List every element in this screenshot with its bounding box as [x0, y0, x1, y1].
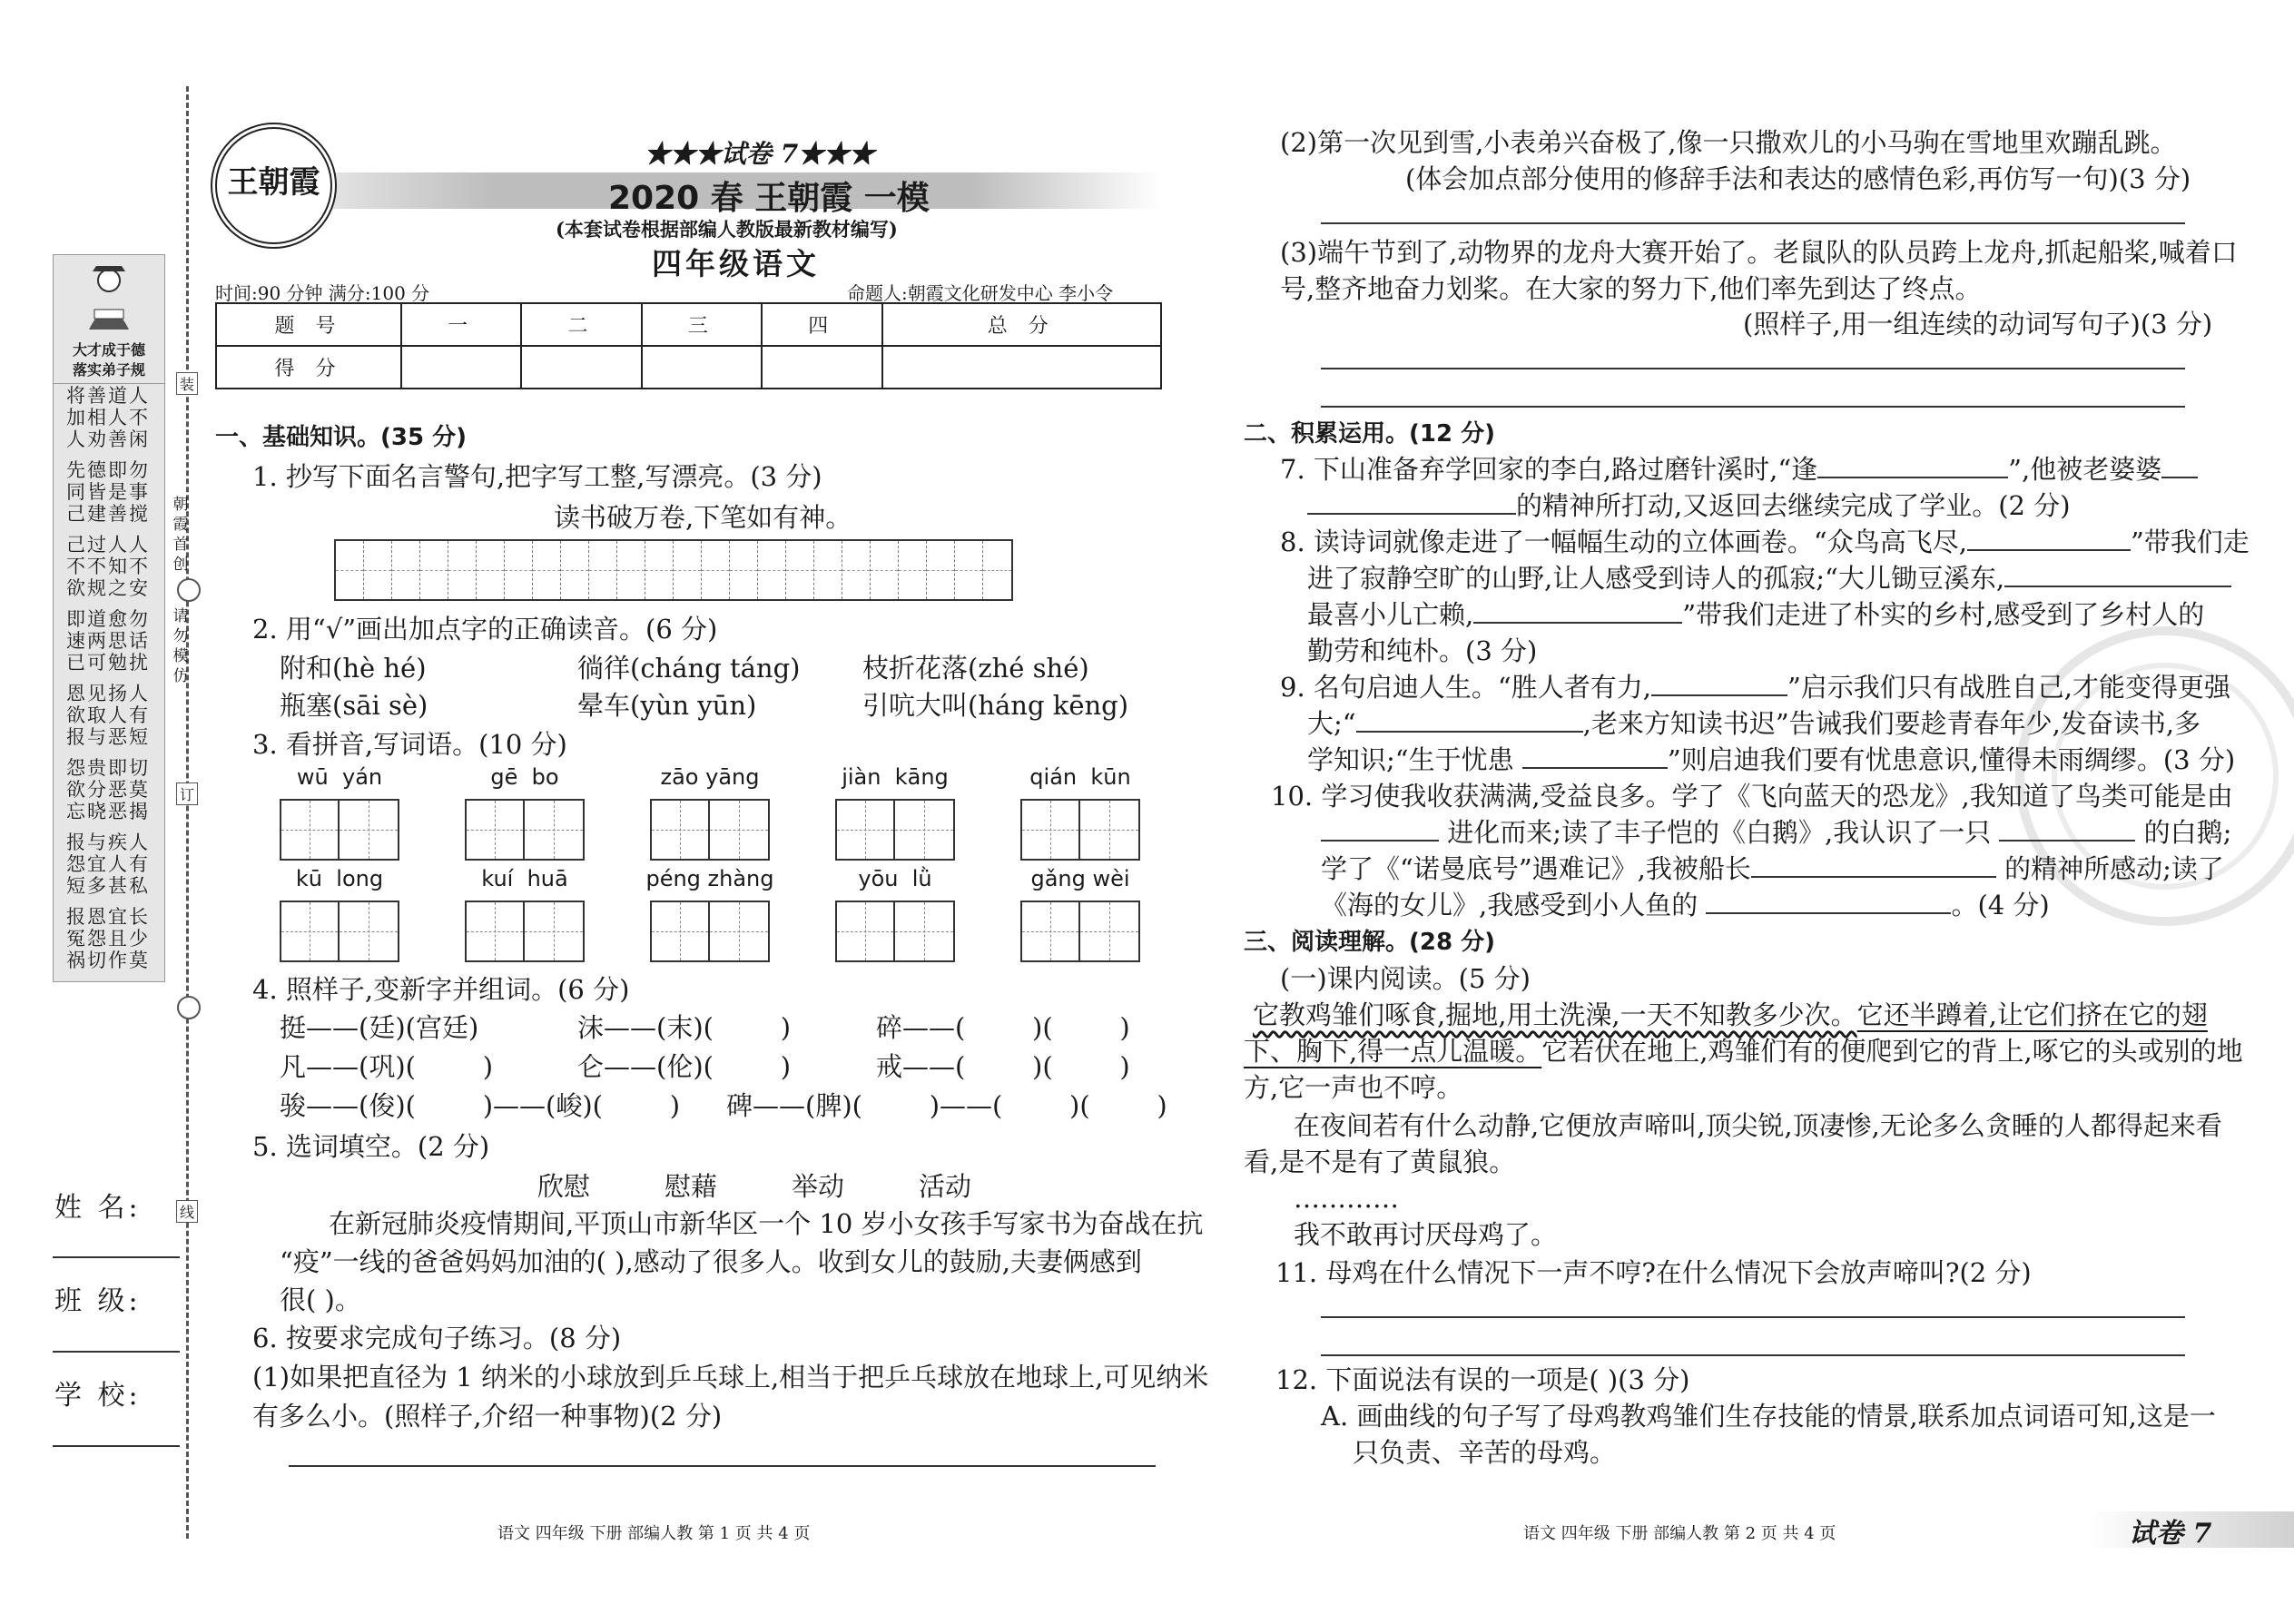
q3-answer-grid[interactable]	[1020, 901, 1140, 962]
q3-pinyin: péng zhàng	[645, 866, 774, 891]
q7-line	[1307, 487, 2071, 524]
class-label: 班 级:	[54, 1285, 142, 1317]
exam-title: 2020 春 王朝霞 一模	[608, 180, 930, 217]
score-row-label: 得 分	[216, 346, 401, 389]
q8-text: ”带我们走进了朴实的乡村,感受到了乡村人的	[1682, 599, 2205, 630]
q1-quote: 读书破万卷,下笔如有神。	[554, 502, 852, 533]
grid-cell[interactable]	[758, 541, 786, 599]
score-col-header: 一	[401, 303, 521, 346]
q1-prompt: 1. 抄写下面名言警句,把字写工整,写漂亮。(3 分)	[252, 461, 822, 492]
grid-cell[interactable]	[448, 541, 477, 599]
grid-cell[interactable]	[364, 541, 392, 599]
q3-prompt: 3. 看拼音,写词语。(10 分)	[252, 729, 567, 760]
fold-hole	[177, 578, 201, 602]
q6-1-text: (1)如果把直径为 1 纳米的小球放到乒乓球上,相当于把乒乓球放在地球上,可见纳米	[252, 1362, 1209, 1393]
q8-text: 8. 读诗词就像走进了一幅幅生动的立体画卷。“众鸟高飞尽,	[1280, 527, 1967, 557]
sidebar-verse-line: 欲分恶莫	[66, 779, 150, 801]
score-row-label: 题 号	[216, 303, 401, 346]
sidebar-verse-line: 欲规之安	[66, 577, 150, 599]
q7-blank[interactable]	[1817, 477, 2008, 478]
grid-cell[interactable]	[955, 541, 983, 599]
grid-cell[interactable]	[645, 541, 674, 599]
school-label: 学 校:	[54, 1380, 142, 1412]
q2-item[interactable]: 徜徉(cháng táng)	[577, 653, 801, 684]
section-1-heading: 一、基础知识。(35 分)	[215, 424, 467, 451]
q6-3-text: (3)端午节到了,动物界的龙舟大赛开始了。老鼠队的队员跨上龙舟,抓起船桨,喊着口	[1280, 237, 2238, 268]
grid-cell[interactable]	[842, 541, 871, 599]
passage-text: 它若伏在地上,鸡雏们有的便爬到它的背上,啄它的头或别的地	[1541, 1036, 2243, 1067]
grid-cell[interactable]	[899, 541, 927, 599]
q3-pinyin: qián kūn	[1029, 764, 1131, 790]
grid-cell[interactable]	[477, 541, 505, 599]
sidebar-verse-line: 报恩宜长	[66, 906, 150, 928]
answer-line[interactable]	[1321, 368, 2185, 369]
q9-blank[interactable]	[1522, 767, 1668, 769]
sidebar-verse-line: 祸切作莫	[66, 950, 150, 971]
q9-text: ”启示我们只有战胜自己,才能变得更强	[1787, 672, 2230, 703]
q3-answer-grid[interactable]	[650, 901, 770, 962]
grid-cell[interactable]	[730, 541, 758, 599]
fold-note-no-copy: 请勿模仿	[172, 607, 189, 685]
score-cell[interactable]	[762, 346, 881, 389]
grid-cell[interactable]	[814, 541, 842, 599]
fold-note-original: 朝霞首创	[172, 496, 189, 574]
q2-item[interactable]: 引吭大叫(háng kēng)	[862, 690, 1129, 721]
wavy-underlined-sentence: 它教鸡雏们啄食,掘地,用土洗澡,一天不知教多少次。	[1253, 999, 1857, 1030]
q7-line	[1280, 451, 2198, 487]
q10-text: 学了《“诺曼底号”遇难记》,我被船长	[1321, 853, 1751, 884]
q7-text: ”,他被老婆婆	[2008, 454, 2162, 485]
q8-text: 勤劳和纯朴。(3 分)	[1307, 635, 1538, 666]
q5-word-option: 活动	[919, 1171, 972, 1202]
grid-cell[interactable]	[420, 541, 448, 599]
sidebar-verse-line: 先德即勿	[66, 459, 150, 481]
sidebar-verse-line: 将善道人	[66, 385, 150, 407]
sidebar-verse-line: 即道愈勿	[66, 608, 150, 630]
q5-word-option: 举动	[792, 1171, 845, 1202]
q3-pinyin: wū yán	[296, 764, 383, 790]
q12-option-a: 只负责、辛苦的母鸡。	[1353, 1437, 1617, 1468]
exam-author: 命题人:朝霞文化研发中心 李小令	[847, 282, 1114, 304]
q3-answer-grid[interactable]	[835, 799, 955, 861]
q9-blank[interactable]	[1356, 731, 1583, 733]
grid-cell[interactable]	[505, 541, 533, 599]
q3-pinyin: kū long	[295, 866, 384, 891]
q8-text: ”带我们走	[2130, 527, 2250, 557]
q3-answer-grid[interactable]	[465, 799, 585, 861]
reading-passage-line	[1244, 1033, 2243, 1069]
q8-text: 最喜小儿亡赖,	[1307, 599, 1474, 630]
q4-item[interactable]: 凡——(巩)( )	[280, 1051, 494, 1082]
q9-text: 大;“	[1307, 708, 1356, 739]
grid-cell[interactable]	[871, 541, 899, 599]
sidebar-title: 落实弟子规	[54, 359, 164, 384]
q8-line	[1280, 524, 2250, 560]
q8-blank[interactable]	[2004, 586, 2231, 587]
fold-label-ding: 订	[176, 782, 198, 805]
answer-line[interactable]	[1321, 1354, 2185, 1356]
q3-answer-grid[interactable]	[650, 799, 770, 861]
answer-line[interactable]	[1321, 1316, 2185, 1318]
q3-pinyin: gǎng wèi	[1030, 866, 1130, 891]
sidebar-verse-line: 短多甚私	[66, 875, 150, 897]
q10-blank[interactable]	[1751, 876, 1996, 878]
q10-blank[interactable]	[1999, 840, 2135, 842]
q4-item[interactable]: 戒——( )( )	[876, 1051, 1130, 1082]
school-line[interactable]	[53, 1445, 180, 1447]
q7-blank[interactable]	[1307, 513, 1516, 515]
sidebar-verse-line: 怨宜人有	[66, 853, 150, 875]
q7-text: 7. 下山准备弃学回家的李白,路过磨针溪时,“逢	[1280, 454, 1818, 485]
sidebar-verse-line: 己过人人	[66, 534, 150, 556]
time-score: 时间:90 分钟 满分:100 分	[215, 282, 430, 304]
q3-answer-grid[interactable]	[1020, 799, 1140, 861]
class-line[interactable]	[53, 1351, 180, 1353]
sidebar-verse-line: 报与恶短	[66, 726, 150, 748]
reading-passage-line	[1253, 997, 2208, 1033]
q3-pinyin: zāo yāng	[660, 764, 760, 790]
sidebar-verse-line: 冤怨且少	[66, 928, 150, 950]
q6-3-requirement: (照样子,用一组连续的动词写句子)(3 分)	[1743, 309, 2213, 340]
fold-line	[186, 86, 189, 1539]
dizigui-sidebar	[53, 254, 165, 982]
grid-cell[interactable]	[983, 541, 1011, 599]
q8-blank[interactable]	[1967, 549, 2131, 551]
grid-cell[interactable]	[674, 541, 702, 599]
q3-answer-grid[interactable]	[280, 901, 399, 962]
sidebar-verse-line: 同皆是事	[66, 481, 150, 503]
footer-page-2: 语文 四年级 下册 部编人教 第 2 页 共 4 页	[1523, 1524, 1836, 1543]
q2-item[interactable]: 枝折花落(zhé shé)	[862, 653, 1089, 684]
passage-text: 看,是不是有了黄鼠狼。	[1244, 1147, 1516, 1177]
q5-prompt: 5. 选词填空。(2 分)	[252, 1131, 490, 1162]
passage-text: 我不敢再讨厌母鸡了。	[1294, 1219, 1558, 1250]
grid-cell[interactable]	[786, 541, 814, 599]
sidebar-verse-line: 加相人不	[66, 407, 150, 428]
sidebar-title: 大才成于德	[72, 341, 145, 359]
sidebar-verse-line: 恩见扬人	[66, 683, 150, 704]
q10-text: 10. 学习使我收获满满,受益良多。学了《飞向蓝天的恐龙》,我知道了鸟类可能是由	[1271, 781, 2233, 812]
score-cell[interactable]	[521, 346, 641, 389]
fold-label-xian: 线	[176, 1200, 198, 1223]
q10-line	[1321, 887, 2050, 923]
sidebar-verse-line: 人劝善闲	[66, 428, 150, 450]
q2-item[interactable]: 瓶塞(sāi sè)	[280, 690, 428, 721]
grid-cell[interactable]	[617, 541, 645, 599]
q10-text: 。(4 分)	[1951, 890, 2050, 920]
score-cell[interactable]	[882, 346, 1162, 389]
grid-cell[interactable]	[927, 541, 955, 599]
copy-writing-grid[interactable]	[334, 539, 1013, 601]
q4-item[interactable]: 碑——(脾)( )——( )( )	[726, 1090, 1167, 1121]
q10-blank[interactable]	[1706, 912, 1951, 914]
q11-prompt: 11. 母鸡在什么情况下一声不哼?在什么情况下会放声啼叫?(2 分)	[1275, 1257, 2032, 1288]
q9-text: 9. 名句启迪人生。“胜人者有力,	[1280, 672, 1651, 703]
q9-text: ”则启迪我们要有忧患意识,懂得未雨绸缪。(3 分)	[1667, 744, 2236, 775]
underlined-sentence: 它还半蹲着,让它们挤在它的翅	[1856, 999, 2208, 1030]
sidebar-verse-line: 报与疾人	[66, 832, 150, 853]
answer-line[interactable]	[289, 1465, 1156, 1467]
q2-item[interactable]: 附和(hè hé)	[280, 653, 427, 684]
q2-item[interactable]: 晕车(yùn yūn)	[577, 690, 757, 721]
q5-word-option: 欣慰	[537, 1171, 591, 1202]
exam-subtitle: (本套试卷根据部编人教版最新教材编写)	[556, 218, 898, 241]
q10-line	[1321, 851, 2224, 887]
q3-pinyin: kuí huā	[481, 866, 568, 891]
score-col-header: 二	[521, 303, 641, 346]
q6-2-text: (2)第一次见到雪,小表弟兴奋极了,像一只撒欢儿的小马驹在雪地里欢蹦乱跳。	[1280, 127, 2177, 158]
score-col-header: 三	[642, 303, 762, 346]
subject-title: 四年级语文	[652, 246, 820, 281]
q3-answer-grid[interactable]	[835, 901, 955, 962]
q9-line	[1307, 705, 2200, 742]
sidebar-verse-line: 怨贵即切	[66, 757, 150, 779]
q7-blank[interactable]	[2161, 477, 2198, 478]
q4-item[interactable]: 碎——( )( )	[876, 1012, 1130, 1043]
q8-text: 进了寂静空旷的山野,让人感受到诗人的孤寂;“大儿锄豆溪东,	[1307, 563, 2005, 594]
score-table	[215, 302, 1162, 389]
q8-line	[1307, 596, 2204, 633]
q10-text: 进化而来;读了丰子恺的《白鹅》,我认识了一只	[1447, 817, 1992, 848]
q4-item[interactable]: 骏——(俊)( )——(峻)( )	[280, 1090, 681, 1121]
q4-item[interactable]: 挺——(廷)(宫廷)	[280, 1012, 479, 1043]
q5-passage-line: 很( )。	[280, 1284, 361, 1315]
sidebar-verse-line: 速两思话	[66, 630, 150, 652]
q10-line	[1321, 814, 2231, 851]
q10-blank[interactable]	[1321, 840, 1439, 842]
q10-text: 的白鹅;	[2143, 817, 2232, 848]
q6-1-text: 有多么小。(照样子,介绍一种事物)(2 分)	[252, 1401, 723, 1432]
section-2-heading: 二、积累运用。(12 分)	[1244, 420, 1495, 448]
q6-3-text: 号,整齐地奋力划桨。在大家的努力下,他们率先到达了终点。	[1280, 273, 1982, 304]
footer-page-1: 语文 四年级 下册 部编人教 第 1 页 共 4 页	[497, 1524, 811, 1543]
sidebar-verse-line: 忘晓恶揭	[66, 801, 150, 822]
answer-line[interactable]	[1321, 222, 2185, 224]
name-line[interactable]	[53, 1256, 180, 1258]
q6-2-requirement: (体会加点部分使用的修辞手法和表达的感情色彩,再仿写一句)(3 分)	[1405, 163, 2191, 194]
grid-cell[interactable]	[702, 541, 730, 599]
fold-hole	[177, 996, 201, 1019]
q6-prompt: 6. 按要求完成句子练习。(8 分)	[252, 1323, 622, 1353]
name-label: 姓 名:	[54, 1192, 142, 1224]
sidebar-verse-line: 欲取人有	[66, 704, 150, 726]
score-cell[interactable]	[401, 346, 521, 389]
q9-text: 学知识;“生于忧患	[1307, 744, 1514, 775]
score-cell[interactable]	[642, 346, 762, 389]
footer-exam-tag: 试卷 7	[2129, 1518, 2212, 1550]
reading-subheading: (一)课内阅读。(5 分)	[1280, 963, 1531, 994]
grid-cell[interactable]	[533, 541, 561, 599]
section-3-heading: 三、阅读理解。(28 分)	[1244, 929, 1495, 956]
q4-item[interactable]: 仑——(伦)( )	[577, 1051, 792, 1082]
sidebar-verse-line: 己建善搅	[66, 503, 150, 525]
passage-ellipsis: …………	[1294, 1183, 1399, 1214]
q4-prompt: 4. 照样子,变新字并组词。(6 分)	[252, 974, 630, 1005]
q12-prompt: 12. 下面说法有误的一项是( )(3 分)	[1275, 1364, 1690, 1395]
q3-pinyin: yōu lǜ	[858, 866, 932, 891]
score-col-header: 四	[762, 303, 881, 346]
grid-cell[interactable]	[561, 541, 589, 599]
q8-blank[interactable]	[1473, 622, 1682, 624]
sidebar-verse-line: 已可勉扰	[66, 652, 150, 674]
score-col-header: 总 分	[882, 303, 1162, 346]
grid-cell[interactable]	[392, 541, 420, 599]
q7-text: 的精神所打动,又返回去继续完成了学业。(2 分)	[1516, 490, 2071, 521]
answer-line[interactable]	[1321, 406, 2185, 408]
exam-badge: ★★★试卷 7★★★	[645, 139, 875, 169]
q12-option-a: A. 画曲线的句子写了母鸡教鸡雏们生存技能的情景,联系加点词语可知,这是一	[1321, 1401, 2216, 1432]
brand-logo: 王朝霞	[211, 123, 337, 249]
underlined-sentence: 下、胸下,得一点儿温暖。	[1244, 1036, 1542, 1067]
q3-pinyin: gē bo	[490, 764, 559, 790]
q10-text: 的精神所感动;读了	[2004, 853, 2224, 884]
q9-line	[1307, 742, 2235, 778]
sidebar-verse-line: 不不知不	[66, 556, 150, 577]
passage-text: 方,它一声也不哼。	[1244, 1072, 1463, 1103]
grid-cell[interactable]	[589, 541, 617, 599]
q9-text: ,老来方知读书迟”告诫我们要趁青春年少,发奋读书,多	[1582, 708, 2201, 739]
q4-item[interactable]: 沫——(末)( )	[577, 1012, 792, 1043]
grid-cell[interactable]	[336, 541, 364, 599]
q5-passage-line: “疫”一线的爸爸妈妈加油的( ),感动了很多人。收到女儿的鼓励,夫妻俩感到	[280, 1246, 1142, 1277]
q3-answer-grid[interactable]	[280, 799, 399, 861]
q3-answer-grid[interactable]	[465, 901, 585, 962]
q9-line	[1280, 669, 2230, 705]
q8-line	[1307, 560, 2231, 596]
q10-text: 《海的女儿》,我感受到小人鱼的	[1321, 890, 1698, 920]
q5-passage-line: 在新冠肺炎疫情期间,平顶山市新华区一个 10 岁小女孩手写家书为奋战在抗	[329, 1208, 1204, 1239]
passage-text: 在夜间若有什么动静,它便放声啼叫,顶尖锐,顶凄惨,无论多么贪睡的人都得起来看	[1294, 1110, 2222, 1141]
q3-pinyin: jiàn kāng	[842, 764, 949, 790]
q9-blank[interactable]	[1651, 694, 1787, 696]
fold-label-zhuang: 装	[176, 372, 198, 395]
scholar-figure	[82, 264, 136, 332]
q5-word-option: 慰藉	[665, 1171, 718, 1202]
q2-prompt: 2. 用“√”画出加点字的正确读音。(6 分)	[252, 614, 718, 645]
